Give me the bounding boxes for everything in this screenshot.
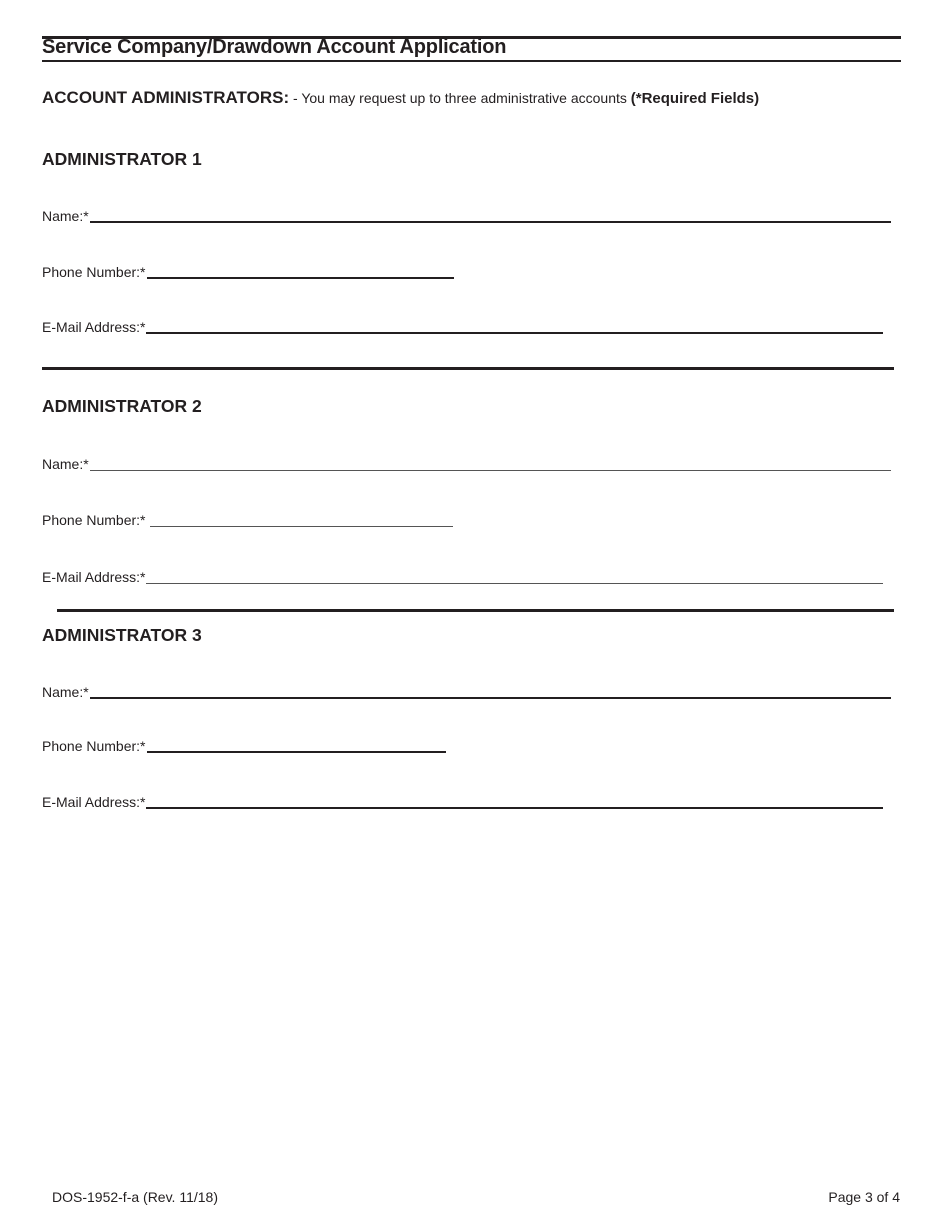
admin3-phone-input[interactable] [147,751,446,753]
admin2-email-input[interactable] [146,583,883,584]
intro-text: - You may request up to three administrative accounts [289,90,631,106]
admin1-email-field[interactable] [42,317,883,335]
admin2-name-field[interactable] [42,454,891,472]
admin3-phone-field[interactable] [42,736,446,754]
admin1-email-input[interactable] [146,332,883,334]
form-id: DOS-1952-f-a (Rev. 11/18) [52,1189,218,1205]
title-bottom-rule [42,60,901,62]
admin1-email-label: E-Mail Address:* [42,319,146,335]
admin1-phone-field[interactable] [42,262,454,280]
admin1-phone-label: Phone Number:* [42,264,146,280]
admin2-phone-field[interactable] [42,510,453,528]
page-title: Service Company/Drawdown Account Application [42,36,507,58]
admin3-name-field[interactable] [42,682,891,700]
admin2-phone-input[interactable] [150,526,453,527]
section-divider [57,609,894,612]
administrator-1-heading: ADMINISTRATOR 1 [42,149,202,169]
admin2-name-label: Name:* [42,456,89,472]
admin3-name-label: Name:* [42,684,89,700]
admin1-name-label: Name:* [42,208,89,224]
admin3-name-input[interactable] [90,697,891,699]
admin3-phone-label: Phone Number:* [42,738,146,754]
intro [42,88,759,108]
admin1-name-field[interactable] [42,206,891,224]
administrator-3-heading: ADMINISTRATOR 3 [42,625,202,645]
section-divider [42,367,894,370]
admin3-email-label: E-Mail Address:* [42,794,146,810]
admin2-phone-label: Phone Number:* [42,512,146,528]
admin2-name-input[interactable] [90,470,891,471]
admin1-phone-input[interactable] [147,277,454,279]
administrator-2-heading: ADMINISTRATOR 2 [42,396,202,416]
admin2-email-field[interactable] [42,567,883,585]
admin1-name-input[interactable] [90,221,891,223]
admin2-email-label: E-Mail Address:* [42,569,146,585]
admin3-email-field[interactable] [42,792,883,810]
intro-heading: ACCOUNT ADMINISTRATORS: [42,88,290,107]
admin3-email-input[interactable] [146,807,883,809]
required-note: (*Required Fields) [630,90,760,107]
page-number: Page 3 of 4 [828,1189,900,1205]
